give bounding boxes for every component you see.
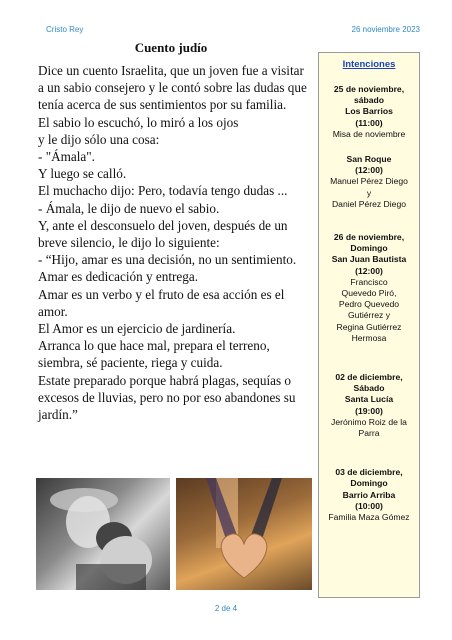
intention-date: 03 de diciembre, (335, 467, 403, 478)
story-paragraph: Dice un cuento Israelita, que un joven fue a visitar a un sabio consejero y le contó sobre las dudas que tenía acerca de sus sentimientos por su familia. (38, 63, 307, 113)
story-paragraph: Y, ante el desconsuelo del joven, después de un breve silencio, le dijo lo siguiente: (38, 217, 288, 251)
intention-church: San Juan Bautista (331, 254, 407, 265)
intention-time: (10:00) (355, 500, 383, 511)
intention-time: (12:00) (355, 265, 383, 276)
intention-day: Domingo (350, 243, 388, 254)
intention-name: Jerónimo Roiz de la (331, 416, 407, 427)
intention-entry (319, 467, 419, 523)
story-paragraph: Y luego se calló. (38, 166, 127, 182)
hands-heart-illustration (176, 478, 312, 590)
story-paragraph: - "Ámala". (38, 149, 95, 165)
intention-name: Manuel Pérez Diego (330, 176, 408, 187)
intention-entry (319, 372, 419, 439)
story-paragraph: y le dijo sólo una cosa: (38, 131, 160, 147)
elderly-couple-photo (36, 478, 170, 590)
intention-day: Domingo (350, 478, 388, 489)
page-number: 2 de 4 (214, 604, 238, 613)
intention-entry (319, 232, 419, 344)
story-paragraph: El Amor es un ejercicio de jardinería. (38, 321, 236, 337)
header-parish: Cristo Rey (46, 25, 84, 34)
story-paragraph: Estate preparado porque habrá plagas, sequías o excesos de lluvias, pero no por eso abandones su jardín.” (38, 372, 296, 423)
intention-name: Misa de noviembre (332, 128, 406, 139)
story-body (38, 62, 310, 423)
intention-time: (19:00) (355, 405, 383, 416)
intention-name: Daniel Pérez Diego (331, 198, 407, 209)
intention-name: Hermosa (351, 332, 387, 343)
intention-name: Regina Gutiérrez (336, 321, 402, 332)
intention-name: Pedro Quevedo (338, 299, 400, 310)
intention-entry (319, 84, 419, 140)
intentions-title[interactable]: Intenciones (342, 59, 396, 70)
intention-time: (11:00) (355, 117, 383, 128)
story-paragraph: El sabio lo escuchó, lo miró a los ojos (38, 114, 239, 130)
intention-church: San Roque (346, 154, 392, 165)
intentions-sidebar (318, 52, 420, 598)
intention-church: Los Barrios (345, 106, 393, 117)
intention-church: Barrio Arriba (342, 489, 396, 500)
intention-name: Familia Maza Gómez (328, 512, 410, 523)
intention-date: 25 de noviembre, (333, 84, 405, 94)
hands-heart-photo (176, 478, 312, 590)
intention-time: (12:00) (355, 165, 383, 176)
intention-name: Francisco (350, 276, 388, 287)
intention-date: 02 de diciembre, (335, 372, 403, 383)
intention-date: 26 de noviembre, (333, 232, 405, 243)
story-paragraph: Arranca lo que hace mal, prepara el terreno, siembra, sé paciente, riega y cuida. (38, 338, 270, 371)
intention-name: Parra (358, 428, 380, 439)
elderly-couple-illustration (36, 478, 170, 590)
intention-name: y (366, 187, 372, 198)
intention-church: Santa Lucía (344, 394, 394, 405)
intention-day: sábado (353, 95, 385, 106)
intention-name: Quevedo Piró, (341, 288, 397, 299)
intention-name: Gutiérrez y (347, 310, 391, 321)
story-paragraph: Amar es dedicación y entrega. (38, 269, 199, 285)
header-date: 26 noviembre 2023 (351, 25, 420, 34)
story-paragraph: Amar es un verbo y el fruto de esa acción es el amor. (38, 286, 285, 319)
story-paragraph: El muchacho dijo: Pero, todavía tengo dudas ... (38, 183, 288, 199)
intention-day: Sábado (353, 383, 385, 394)
story-paragraph: - Ámala, le dijo de nuevo el sabio. (38, 200, 220, 216)
story-title: Cuento judío (134, 40, 208, 55)
story-paragraph: - “Hijo, amar es una decisión, no un sentimiento. (38, 252, 297, 268)
intention-entry (319, 154, 419, 210)
